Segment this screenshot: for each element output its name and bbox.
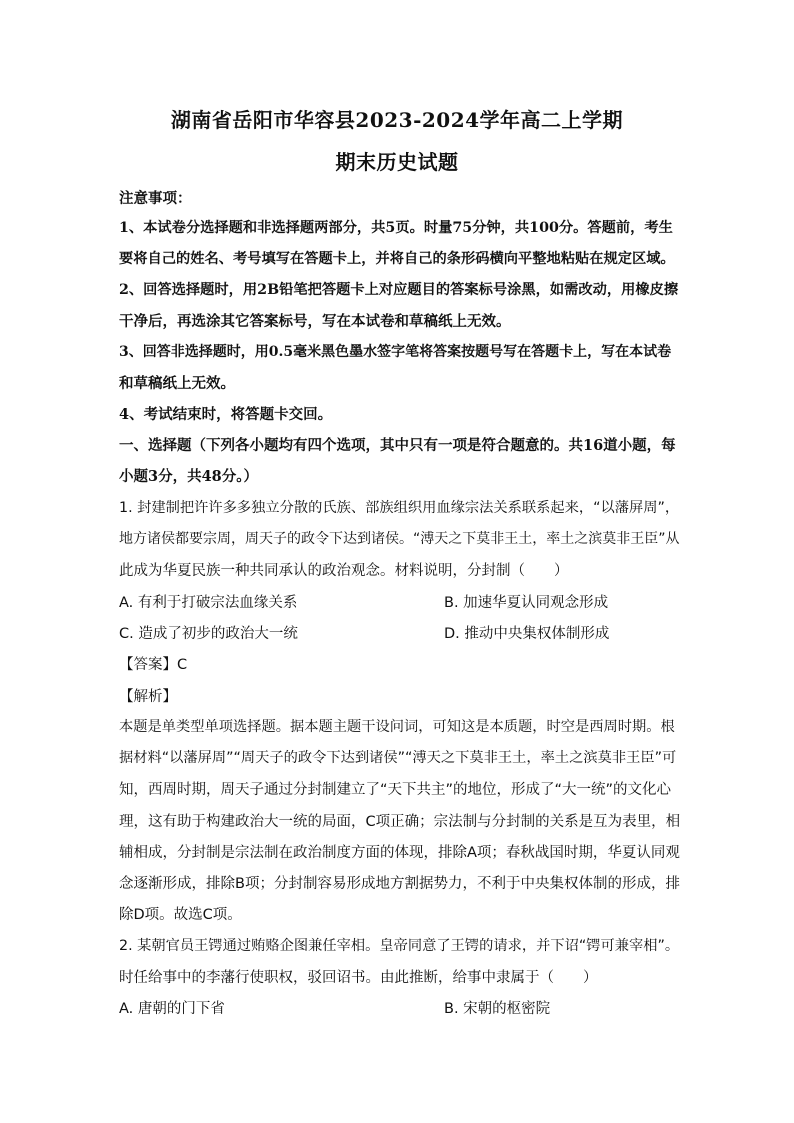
q1-stem-line: 地方诸侯都要宗周，周天子的政令下达到诸侯。“溥天之下莫非王土，率土之滨莫非王臣”从: [119, 531, 680, 547]
q1-option-c: C. 造成了初步的政治大一统: [119, 626, 298, 642]
notice-line: 2、回答选择题时，用2B铅笔把答题卡上对应题目的答案标号涂黑，如需改动，用橡皮擦: [119, 282, 679, 298]
title-line-1: 湖南省岳阳市华容县2023-2024学年高二上学期: [170, 108, 624, 132]
q2-option-b: B. 宋朝的枢密院: [444, 1001, 551, 1017]
title-line-2: 期末历史试题: [335, 150, 459, 174]
q1-analysis-line: 据材料“以藩屏周”“周天子的政令下达到诸侯”“溥天之下莫非王土，率土之滨莫非王臣”可: [119, 750, 677, 766]
q1-option-b: B. 加速华夏认同观念形成: [444, 595, 609, 611]
notice-line: 4、考试结束时，将答题卡交回。: [119, 406, 333, 423]
section-heading-cont: 小题3分，共48分。）: [119, 468, 259, 485]
notice-line: 和草稿纸上无效。: [119, 375, 235, 392]
q1-answer: 【答案】C: [119, 657, 188, 673]
q1-analysis-line: 念逐渐形成，排除B项；分封制容易形成地方割据势力，不利于中央集权体制的形成，排: [119, 876, 680, 892]
q1-option-a: A. 有利于打破宗法血缘关系: [119, 595, 298, 611]
notice-heading: 注意事项：: [119, 190, 192, 207]
q1-analysis-line: 本题是单类型单项选择题。据本题主题干设问词，可知这是本质题，时空是西周时期。根: [119, 719, 675, 735]
notice-line: 3、回答非选择题时，用0.5毫米黑色墨水签字笔将答案按题号写在答题卡上，写在本试卷: [119, 344, 672, 360]
q1-analysis-line: 知，西周时期，周天子通过分封制建立了“天下共主”的地位，形成了“大一统”的文化心: [119, 782, 672, 798]
notice-line: 干净后，再选涂其它答案标号，写在本试卷和草稿纸上无效。: [119, 313, 511, 330]
q2-stem-line: 2. 某朝官员王锷通过贿赂企图兼任宰相。皇帝同意了王锷的请求，并下诏“锷可兼宰相”。: [119, 938, 680, 954]
notice-line: 1、本试卷分选择题和非选择题两部分，共5页。时量75分钟，共100分。答题前，考生: [119, 220, 673, 236]
q1-analysis-line: 理，这有助于构建政治大一统的局面，C项正确；宗法制与分封制的关系是互为表里，相: [119, 814, 681, 830]
q1-stem-line: 1. 封建制把许许多多独立分散的氏族、部族组织用血缘宗法关系联系起来，“以藩屏周”，: [119, 500, 680, 516]
notice-line: 要将自己的姓名、考号填写在答题卡上，并将自己的条形码横向平整地粘贴在规定区域。: [119, 251, 675, 267]
q1-analysis-line: 除D项。故选C项。: [119, 907, 242, 923]
q1-option-d: D. 推动中央集权体制形成: [444, 626, 610, 642]
q1-analysis-label: 【解析】: [119, 689, 177, 705]
q2-stem-line: 时任给事中的李藩行使职权，驳回诏书。由此推断，给事中隶属于（ ）: [119, 970, 598, 986]
q2-option-a: A. 唐朝的门下省: [119, 1001, 225, 1017]
q1-analysis-line: 辅相成，分封制是宗法制在政治制度方面的体现，排除A项；春秋战国时期，华夏认同观: [119, 845, 680, 861]
q1-stem-line: 此成为华夏民族一种共同承认的政治观念。材料说明，分封制（ ）: [119, 563, 569, 579]
section-heading: 一、选择题（下列各小题均有四个选项，其中只有一项是符合题意的。共16道小题，每: [119, 437, 676, 454]
